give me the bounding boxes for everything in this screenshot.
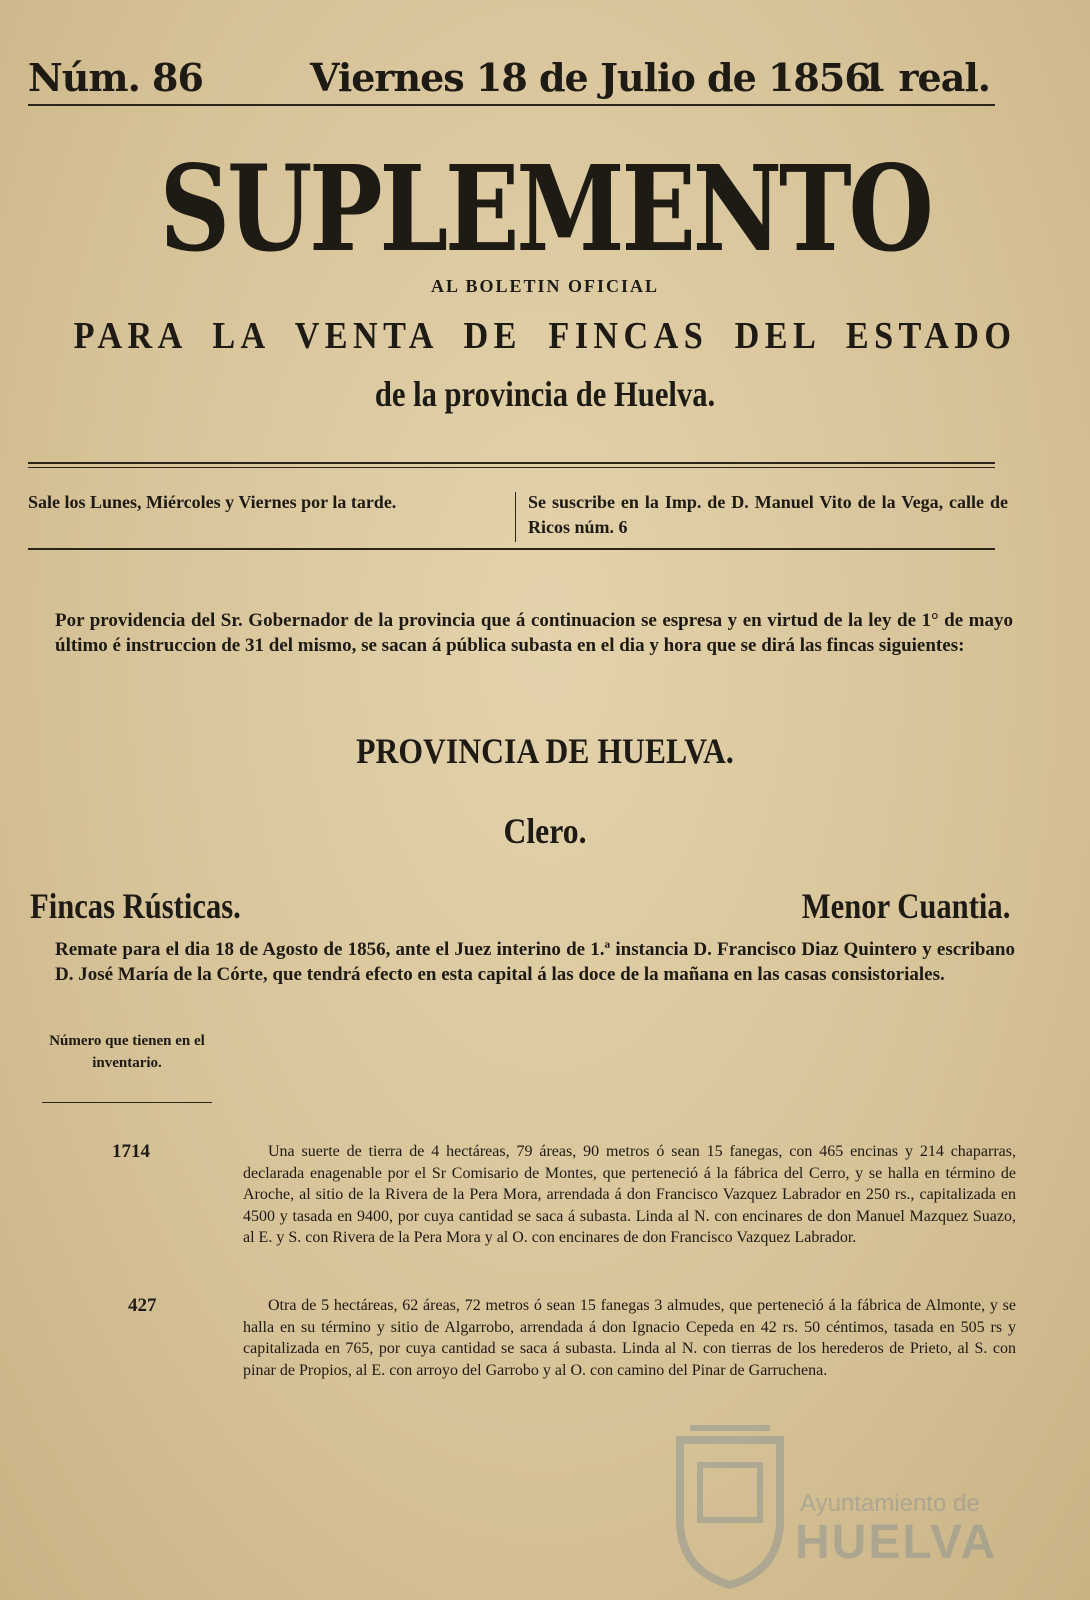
issue-number: Núm. 86 <box>28 55 203 100</box>
masthead <box>28 55 990 105</box>
masthead-rule <box>28 104 995 106</box>
header-rule-top-thin <box>28 467 995 468</box>
publication-schedule: Sale los Lunes, Miércoles y Viernes por la tarde. <box>28 492 397 512</box>
column-header-rule <box>42 1102 212 1103</box>
watermark-line1: Ayuntamiento de <box>800 1490 980 1517</box>
subtitle-boletin: AL BOLETIN OFICIAL <box>430 276 660 296</box>
subtitle-province: de la provincia de Huelva. <box>374 374 716 414</box>
inventory-column-header: Número que tienen en el inventario. <box>49 1033 205 1071</box>
menor-cuantia-heading: Menor Cuantia. <box>801 886 1010 926</box>
province-heading: PROVINCIA DE HUELVA. <box>356 731 734 771</box>
issue-price: 1 real. <box>860 55 990 100</box>
intro-paragraph: Por providencia del Sr. Gobernador de la provincia que á continuacion se espresa y en virtud de la ley de 1° de mayo último é instruccion de 31 del mismo, se sacan á pública subasta en el dia y hora que se dirá las fincas siguientes: <box>55 610 1013 656</box>
entry-number: 427 <box>128 1295 157 1316</box>
entry-text: Una suerte de tierra de 4 hectáreas, 79 áreas, 90 metros ó sean 15 fanegas, con 465 encinas y 214 chaparras, declarada enagenable por el Sr Comisario de Montes, que perteneció á la fábrica del Cerro, y se halla en término de Aroche, al sitio de la Rivera de la Pera Mora, arrendada á don Francisco Vazquez Labrador en 250 rs., capitalizada en 4500 y tasada en 9400, por cuya cantidad se saca á subasta. Linda al N. con encinares de don Manuel Mazquez Suazo, al E. y S. con Rivera de la Pera Mora y al O. con encinares de don Francisco Vazquez Labrador. <box>243 1143 1016 1246</box>
header-rule-top <box>28 462 995 464</box>
issue-date: Viernes 18 de Julio de 1856. <box>310 55 882 100</box>
archive-watermark <box>670 1420 1030 1590</box>
city-shield-icon <box>670 1420 790 1590</box>
remate-paragraph: Remate para el dia 18 de Agosto de 1856, ante el Juez interino de 1.ª instancia D. Francisco Diaz Quintero y escribano D. José María de la Córte, que tendrá efecto en esta capital á las doce de la mañana en las casas consistoriales. <box>55 939 1015 985</box>
entry-text: Otra de 5 hectáreas, 62 áreas, 72 metros ó sean 15 fanegas 3 almudes, que perteneció á la fábrica de Almonte, y se halla en su término y sitio de Algarrobo, arrendada á don Ignacio Cepeda en 42 rs. 50 céntimos, tasada en 505 rs y capitalizada en 765, por cuya cantidad se saca á subasta. Linda al N. con tierras de los herederos de Prieto, al S. con pinar de Propios, al E. con arroyo del Garrobo y al O. con camino del Pinar de Garruchena. <box>243 1297 1016 1379</box>
supplement-title: SUPLEMENTO <box>159 139 931 278</box>
subscription-info: Se suscribe en la Imp. de D. Manuel Vito de la Vega, calle de Ricos núm. 6 <box>528 492 1008 537</box>
fincas-rusticas-heading: Fincas Rústicas. <box>30 886 241 926</box>
clero-heading: Clero. <box>503 811 587 851</box>
subtitle-venta: PARA LA VENTA DE FINCAS DEL ESTADO <box>73 315 1017 357</box>
watermark-line2: HUELVA <box>795 1516 998 1569</box>
header-rule-bottom <box>28 548 995 550</box>
entry-number: 1714 <box>112 1141 150 1162</box>
info-divider <box>515 492 516 542</box>
